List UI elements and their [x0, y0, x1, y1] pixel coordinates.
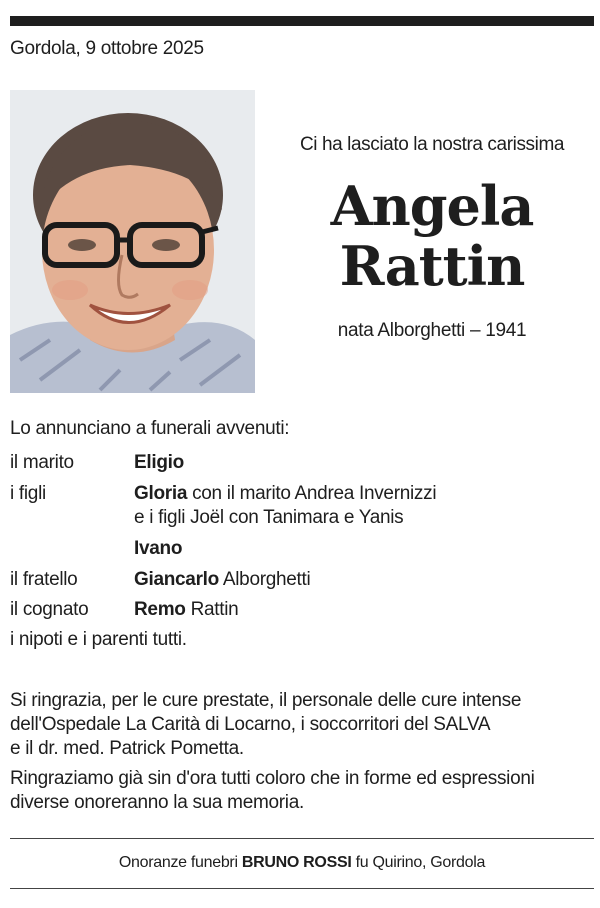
relation-names: [134, 597, 238, 622]
relation-detail: Rattin: [185, 599, 239, 620]
relation-names: [134, 536, 182, 561]
relation-name: Remo: [134, 599, 186, 620]
footer-suffix: fu Quirino, Gordola: [351, 854, 486, 871]
relation-names: [134, 567, 310, 592]
portrait-photo: [10, 90, 255, 393]
birth-info: nata Alborghetti – 1941: [337, 320, 527, 341]
top-rule-bar: [10, 16, 594, 26]
funeral-home-footer: [10, 854, 594, 872]
relation-label: il marito: [10, 452, 74, 473]
relation-names: [134, 450, 184, 475]
relation-name: Eligio: [134, 452, 184, 473]
relation-label: il cognato: [10, 599, 89, 620]
relation-label: i figli: [10, 483, 46, 504]
footer-bottom-rule: [10, 888, 594, 889]
first-name: Angela: [330, 174, 534, 238]
footer-company: BRUNO ROSSI: [241, 854, 352, 871]
relation-names: [134, 481, 436, 506]
relation-others: i nipoti e i parenti tutti.: [10, 629, 187, 650]
footer-top-rule: [10, 838, 594, 839]
relation-name: Ivano: [134, 538, 183, 559]
thanks-line: Ringraziamo già sin d'ora tutti coloro che in forme ed espressioni: [10, 768, 535, 789]
deceased-header: [270, 90, 594, 393]
place-date: Gordola, 9 ottobre 2025: [10, 38, 204, 59]
relation-detail: Alborghetti: [218, 569, 311, 590]
thanks-line: e il dr. med. Patrick Pometta.: [10, 738, 244, 759]
relation-label: il fratello: [10, 569, 78, 590]
footer-prefix: Onoranze funebri: [118, 854, 242, 871]
relation-name: Giancarlo: [134, 569, 219, 590]
thanks-line: Si ringrazia, per le cure prestate, il personale delle cure intense: [10, 690, 522, 711]
relation-detail: con il marito Andrea Invernizzi: [187, 483, 437, 504]
last-name: Rattin: [339, 234, 525, 298]
announce-line: Lo annunciano a funerali avvenuti:: [10, 418, 290, 439]
intro-line: Ci ha lasciato la nostra carissima: [299, 134, 565, 155]
thanks-line: dell'Ospedale La Carità di Locarno, i soccorritori del SALVA: [10, 714, 491, 735]
thanks-line: diverse onoreranno la sua memoria.: [10, 792, 304, 813]
relation-name: Gloria: [134, 483, 188, 504]
relation-detail: e i figli Joël con Tanimara e Yanis: [134, 507, 404, 528]
